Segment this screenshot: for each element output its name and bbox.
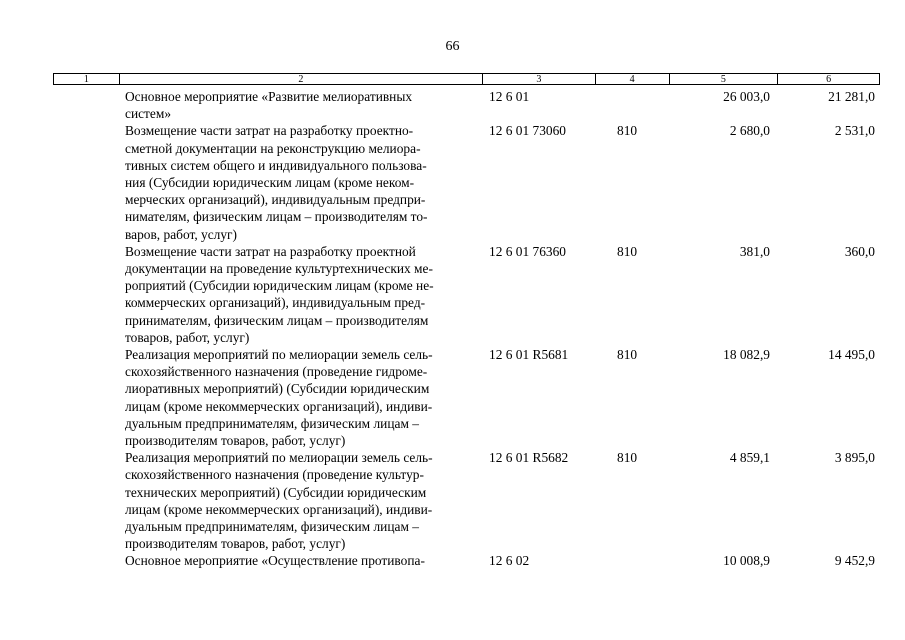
header-col-4: 4 — [596, 74, 670, 84]
expense-type-cell: 810 — [617, 123, 638, 139]
amount-2-cell: 3 895,0 — [834, 450, 875, 466]
header-col-6: 6 — [826, 74, 832, 85]
item-name-line: систем» — [125, 106, 172, 122]
item-name-line: коммерческих организаций), индивидуальным пред- — [125, 295, 426, 311]
amount-1-cell: 2 680,0 — [729, 123, 770, 139]
item-name-line: дуальным предпринимателям, физическим лицам – — [125, 519, 419, 535]
header-col-1: 1 — [54, 74, 120, 84]
item-name-line: Реализация мероприятий по мелиорации земель сель- — [125, 347, 433, 363]
amount-1-cell: 10 008,9 — [723, 553, 770, 569]
row-number-cell — [53, 449, 119, 552]
table-row — [53, 88, 880, 122]
code-cell: 12 6 01 73060 — [489, 123, 566, 139]
item-name-line: технических мероприятий) (Субсидии юридическим — [125, 484, 427, 500]
code-cell: 12 6 01 76360 — [489, 243, 566, 259]
table-row — [53, 346, 880, 449]
item-name-line: производителям товаров, работ, услуг) — [125, 536, 346, 552]
expense-type-cell — [596, 88, 670, 122]
row-number-cell — [53, 88, 119, 122]
item-name-cell — [119, 346, 483, 449]
item-name-line: дуальным предпринимателям, физическим лицам – — [125, 415, 419, 431]
item-name-cell — [119, 243, 483, 346]
item-name-line: тивных систем общего и индивидуального пользова- — [125, 157, 427, 173]
item-name-line: роприятий (Субсидии юридическим лицам (кроме не- — [125, 278, 434, 294]
item-name-cell — [119, 88, 483, 122]
row-number-cell — [53, 243, 119, 346]
item-name-line: лицам (кроме некоммерческих организаций), индиви- — [125, 398, 433, 414]
item-name-line: варов, работ, услуг) — [125, 226, 237, 242]
row-number-cell — [53, 346, 119, 449]
item-name-line: Возмещение части затрат на разработку проектной — [125, 243, 416, 259]
amount-1-cell: 4 859,1 — [729, 450, 770, 466]
expense-type-cell: 810 — [617, 243, 638, 259]
expense-type-cell: 810 — [617, 450, 638, 466]
item-name-line: лицам (кроме некоммерческих организаций), индиви- — [125, 501, 433, 517]
table-row — [53, 243, 880, 346]
item-name-line: Основное мероприятие «Осуществление противопа- — [125, 553, 425, 569]
code-cell: 12 6 01 R5681 — [489, 347, 569, 363]
header-col-2: 2 — [120, 74, 483, 84]
expense-type-cell — [596, 552, 670, 569]
item-name-line: ния (Субсидии юридическим лицам (кроме неком- — [125, 175, 415, 191]
code-cell: 12 6 02 — [489, 553, 530, 569]
budget-table-body — [53, 88, 880, 570]
item-name-line: скохозяйственного назначения (проведение гидроме- — [125, 364, 428, 380]
table-row — [53, 449, 880, 552]
row-number-cell — [53, 122, 119, 242]
header-col-3: 3 — [483, 74, 596, 84]
item-name-line: Основное мероприятие «Развитие мелиоративных — [125, 89, 413, 104]
page-number: 66 — [445, 39, 460, 54]
item-name-line: Реализация мероприятий по мелиорации земель сель- — [125, 450, 433, 466]
row-number-cell — [53, 552, 119, 569]
table-row — [53, 552, 880, 569]
amount-2-cell: 9 452,9 — [834, 553, 875, 569]
expense-type-cell: 810 — [617, 347, 638, 363]
item-name-cell — [119, 122, 483, 242]
amount-2-cell: 14 495,0 — [828, 347, 875, 363]
amount-1-cell: 18 082,9 — [723, 347, 770, 363]
amount-2-cell: 360,0 — [844, 243, 875, 259]
amount-1-cell: 26 003,0 — [723, 89, 770, 104]
item-name-line: производителям товаров, работ, услуг) — [125, 433, 346, 449]
item-name-line: мерческих организаций), индивидуальным предпри- — [125, 192, 426, 208]
item-name-line: товаров, работ, услуг) — [125, 329, 250, 345]
table-row — [53, 122, 880, 242]
amount-1-cell: 381,0 — [739, 243, 770, 259]
amount-2-cell: 2 531,0 — [834, 123, 875, 139]
item-name-line: сметной документации на реконструкцию мелиора- — [125, 140, 421, 156]
item-name-line: лиоративных мероприятий) (Субсидии юридическим — [125, 381, 430, 397]
item-name-cell — [119, 552, 483, 569]
item-name-line: документации на проведение культуртехнических ме- — [125, 261, 433, 277]
item-name-line: принимателям, физическим лицам – производителям — [125, 312, 429, 328]
item-name-line: скохозяйственного назначения (проведение культур- — [125, 467, 424, 483]
item-name-line: Возмещение части затрат на разработку проектно- — [125, 123, 414, 139]
amount-2-cell: 21 281,0 — [828, 89, 875, 104]
code-cell: 12 6 01 — [489, 89, 530, 104]
item-name-line: нимателям, физическим лицам – производителям то- — [125, 209, 428, 225]
header-col-5: 5 — [670, 74, 779, 84]
table-header-row — [53, 73, 880, 85]
code-cell: 12 6 01 R5682 — [489, 450, 569, 466]
item-name-cell — [119, 449, 483, 552]
